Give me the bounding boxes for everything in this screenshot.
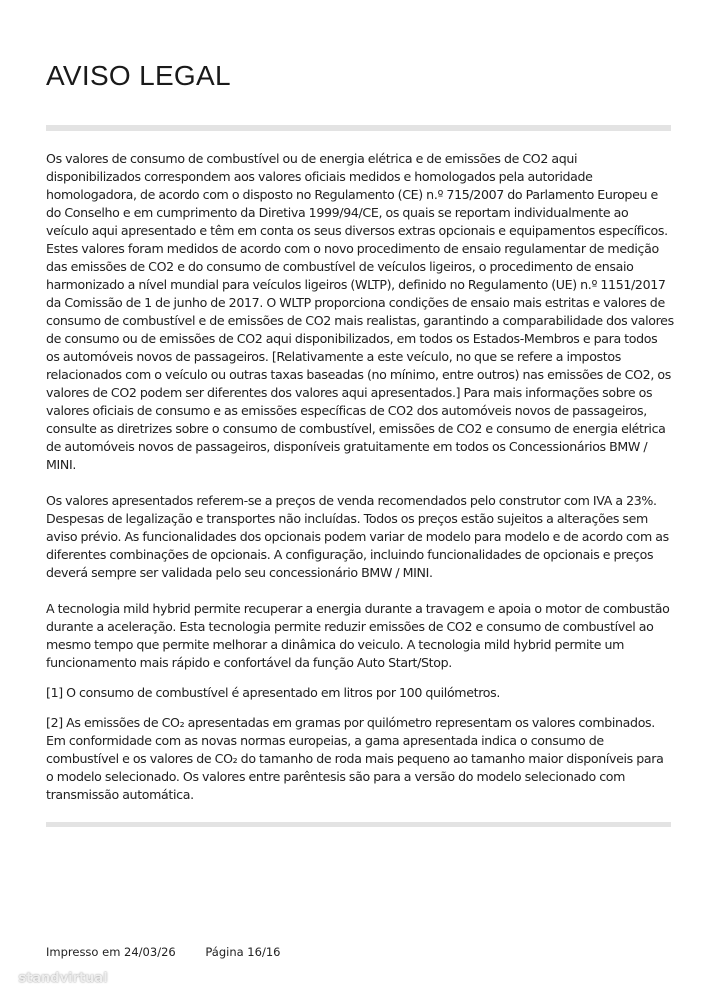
printed-date: Impresso em 24/03/26	[46, 945, 176, 959]
page-number: Página 16/16	[205, 945, 281, 959]
page-title: AVISO LEGAL	[46, 60, 231, 91]
page-footer	[46, 945, 280, 959]
bottom-divider	[46, 822, 671, 827]
legal-text	[46, 150, 674, 822]
watermark-logo: standvirtual	[18, 970, 108, 986]
paragraph-prices-notice: Os valores apresentados referem-se a preços de venda recomendados pelo construtor com IVA a 23%. Despesas de legalização e transportes não incluídas. Todos os preços estão sujeitos a alterações sem aviso prévio. As funcionalidades dos opcionais podem variar de modelo para modelo e de acordo com as diferentes combinações de opcionais. A configuração, incluindo funcionalidades de opcionais e preços deverá sempre ser validada pelo seu concessionário BMW / MINI.	[46, 493, 669, 580]
paragraph-emissions-notice: Os valores de consumo de combustível ou de energia elétrica e de emissões de CO2 aqui disponibilizados correspondem aos valores oficiais medidos e homologados pela autoridade homologadora, de acordo com o disposto no Regulamento (CE) n.º 715/2007 do Parlamento Europeu e do Conselho e em cumprimento da Diretiva 1999/94/CE, os quais se reportam individualmente ao veículo aqui apresentado e têm em conta os seus diversos extras opcionais e equipamentos específicos. Estes valores foram medidos de acordo com o novo procedimento de ensaio regulamentar de medição das emissões de CO2 e do consumo de combustível de veículos ligeiros, o procedimento de ensaio harmonizado a nível mundial para veículos ligeiros (WLTP), definido no Regulamento (UE) n.º 1151/2017 da Comissão de 1 de junho de 2017. O WLTP proporciona condições de ensaio mais estritas e valores de consumo de combustível e de emissões de CO2 mais realistas, garantindo a comparabilidade dos valores de consumo ou de emissões de CO2 aqui disponibilizados, em todos os Estados-Membros e para todos os automóveis novos de passageiros. [Relativamente a este veículo, no que se refere a impostos relacionados com o veículo ou outras taxas baseadas (no mínimo, entre outros) nas emissões de CO2, os valores de CO2 podem ser diferentes dos valores aqui apresentados.] Para mais informações sobre os valores oficiais de consumo e as emissões específicas de CO2 dos automóveis novos de passageiros, consulte as diretrizes sobre o consumo de combustível, emissões de CO2 e consumo de energia elétrica de automóveis novos de passageiros, disponíveis gratuitamente em todos os Concessionários BMW / MINI.	[46, 151, 674, 472]
paragraph-mild-hybrid: A tecnologia mild hybrid permite recuperar a energia durante a travagem e apoia o motor de combustão durante a aceleração. Esta tecnologia permite reduzir emissões de CO2 e consumo de combustível ao mesmo tempo que permite melhorar a dinâmica do veiculo. A tecnologia mild hybrid permite um funcionamento mais rápido e confortável da função Auto Start/Stop.	[46, 601, 670, 670]
top-divider	[46, 125, 671, 131]
footnote-1: [1] O consumo de combustível é apresentado em litros por 100 quilómetros.	[46, 685, 500, 700]
footnote-2: [2] As emissões de CO₂ apresentadas em gramas por quilómetro representam os valores combinados. Em conformidade com as novas normas europeias, a gama apresentada indica o consumo de combustível e os valores de CO₂ do tamanho de roda mais pequeno ao tamanho maior disponíveis para o modelo selecionado. Os valores entre parêntesis são para a versão do modelo selecionado com transmissão automática.	[46, 715, 664, 802]
